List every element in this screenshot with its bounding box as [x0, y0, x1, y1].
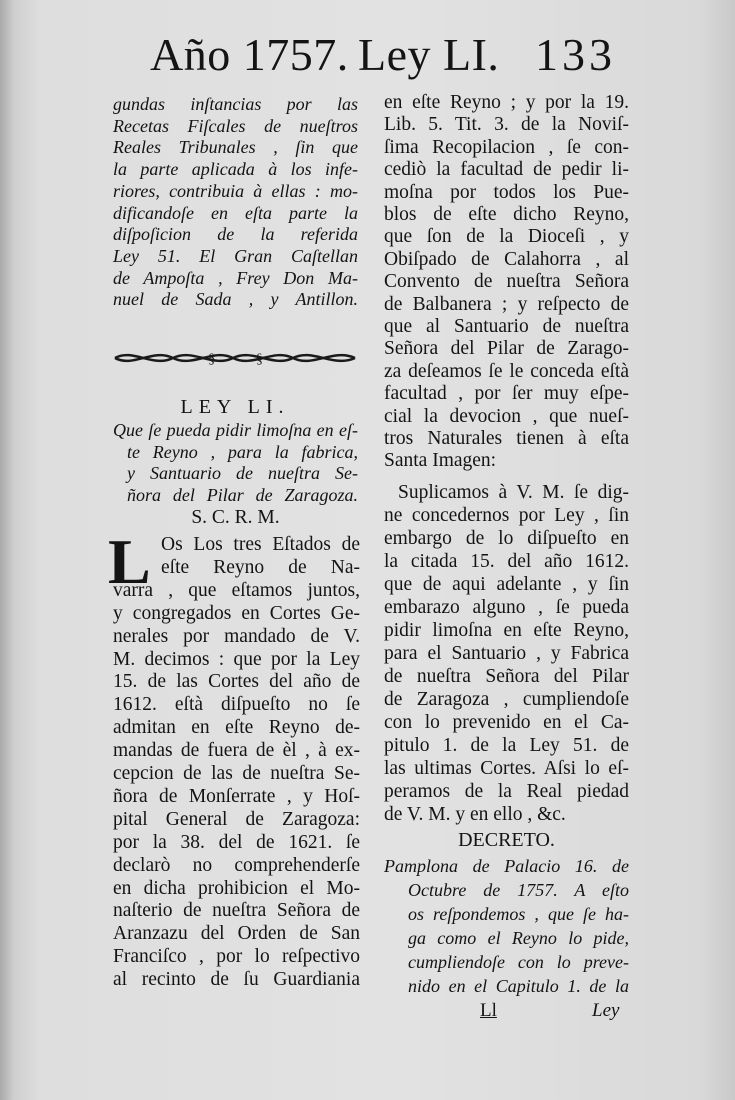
text-line: pitulo 1. de la Ley 51. de	[384, 735, 629, 756]
text-line: la parte aplicada à los infe-	[113, 159, 358, 180]
text-line: de Ampoſta , Frey Don Ma-	[113, 267, 358, 288]
text-line: nido en el Capitulo 1. de la	[408, 976, 629, 996]
text-line: y congregados en Cortes Ge-	[113, 602, 360, 624]
text-line: ñora del Pilar de Zaragoza.	[127, 484, 358, 505]
text-line: Os Los tres Eſtados de	[161, 534, 360, 555]
text-line: ne concedernos por Ley , ſin	[384, 505, 629, 526]
text-line: riores, contribuia à ellas : mo-	[113, 180, 358, 201]
text-line: gundas inſtancias por las	[113, 94, 358, 114]
text-line: Pamplona de Palacio 16. de	[384, 856, 629, 876]
text-line: de V. M. y en ello , &c.	[384, 804, 566, 825]
drop-cap: L	[108, 526, 151, 597]
text-line: pidir limoſna en eſte Reyno,	[384, 620, 629, 641]
law-title: LEY LI.	[180, 396, 290, 418]
text-line: cumpliendoſe con lo preve-	[408, 952, 629, 972]
text-line: que al Santuario de nueſtra	[384, 316, 629, 337]
text-line: embargo de lo diſpueſto en	[384, 528, 629, 549]
text-line: diſpoſicion de la referida	[113, 224, 358, 245]
text-line: ga como el Reyno lo pide,	[408, 928, 629, 948]
text-line: que ſon de la Dioceſi , y	[384, 226, 629, 248]
text-line: za deſeamos ſe le conceda eſtà	[384, 360, 629, 382]
text-line: nerales por mandado de V.	[113, 625, 360, 647]
text-line: tros Naturales tienen à eſta	[384, 428, 629, 449]
page-number: 133	[535, 29, 616, 80]
text-line: facultad , por ſer muy eſpe-	[384, 383, 629, 405]
text-line: la citada 15. del año 1612.	[384, 551, 629, 572]
text-line: Lib. 5. Tit. 3. de la Noviſ-	[384, 114, 629, 136]
text-line: Que ſe pueda pidir limoſna en eſ-	[113, 420, 358, 440]
svg-text:§: §	[256, 352, 263, 367]
text-line: declarò no comprehenderſe	[113, 854, 360, 876]
text-line: que de aqui adelante , y ſin	[384, 574, 629, 595]
text-line: blos de eſte dicho Reyno,	[384, 204, 629, 225]
text-line: de Balbanera ; y reſpecto de	[384, 293, 629, 315]
text-line: Recetas Fiſcales de nueſtros	[113, 115, 358, 136]
text-line: naſterio de nueſtra Señora de	[113, 900, 360, 922]
salutation: S. C. R. M.	[191, 507, 280, 528]
text-line: 15. de las Cortes del año de	[113, 671, 360, 693]
text-line: y Santuario de nueſtra Se-	[127, 463, 358, 483]
text-line: cial la devocion , que nueſ-	[384, 405, 629, 427]
text-line: de Zaragoza , cumpliendoſe	[384, 689, 629, 710]
text-line: las ultimas Cortes. Aſsi lo eſ-	[384, 758, 629, 779]
text-line: Santa Imagen:	[384, 450, 497, 472]
catchword: Ley	[592, 1000, 620, 1021]
text-line: por la 38. del de 1621. ſe	[113, 831, 360, 853]
text-line: ſima Recopilacion , ſe con-	[384, 136, 629, 158]
text-line: te Reyno , para la fabrica,	[127, 441, 358, 462]
text-line: Aranzazu del Orden de San	[113, 923, 360, 945]
svg-text:§: §	[208, 352, 215, 367]
text-line: 1612. eſtà diſpueſto no ſe	[113, 694, 360, 716]
text-line: Señora del Pilar de Zarago-	[384, 338, 629, 360]
text-line: eſte Reyno de Na-	[161, 556, 360, 578]
page-header	[150, 28, 616, 88]
text-line: peramos de la Real piedad	[384, 781, 629, 802]
text-line: en eſte Reyno ; y por la 19.	[384, 92, 629, 113]
text-line: dificandoſe en eſta parte la	[113, 202, 358, 223]
text-line: admitan en eſte Reyno de-	[113, 717, 360, 739]
header-law: Ley LI.	[358, 29, 500, 80]
text-line: para el Santuario , y Fabrica	[384, 643, 629, 664]
text-line: nuel de Sada , y Antillon.	[113, 289, 358, 310]
decree-title: DECRETO.	[458, 829, 555, 851]
text-line: Obiſpado de Calahorra , al	[384, 248, 629, 270]
text-line: Suplicamos à V. M. ſe dig-	[398, 482, 629, 503]
text-line: en dicha prohibicion el Mo-	[113, 877, 360, 899]
text-line: M. decimos : que por la Ley	[113, 648, 360, 670]
text-line: al recinto de ſu Guardiania	[113, 969, 360, 991]
text-line: con lo prevenido en el Ca-	[384, 712, 629, 733]
text-line: Octubre de 1757. A eſto	[408, 880, 629, 900]
text-line: Convento de nueſtra Señora	[384, 271, 629, 293]
text-line: varra , que eſtamos juntos,	[113, 579, 360, 601]
text-line: de nueſtra Señora del Pilar	[384, 666, 629, 687]
ornament-divider	[113, 348, 357, 368]
text-line: cediò la facultad de pedir li-	[384, 159, 629, 181]
header-year: Año 1757.	[150, 29, 349, 80]
text-line: os reſpondemos , que ſe ha-	[408, 904, 629, 924]
text-line: Reales Tribunales , ſin que	[113, 137, 358, 158]
signature-mark: Ll	[480, 1000, 497, 1021]
text-line: ñora de Monſerrate , y Hoſ-	[113, 785, 360, 807]
text-line: cepcion de las de nueſtra Se-	[113, 763, 360, 784]
text-line: moſna por todos los Pue-	[384, 181, 629, 203]
text-line: Ley 51. El Gran Caſtellan	[113, 245, 358, 266]
text-line: Franciſco , por lo reſpectivo	[113, 946, 360, 968]
text-line: pital General de Zaragoza:	[113, 808, 360, 830]
text-line: mandas de fuera de èl , à ex-	[113, 740, 360, 762]
text-line: embarazo alguno , ſe pueda	[384, 597, 629, 618]
